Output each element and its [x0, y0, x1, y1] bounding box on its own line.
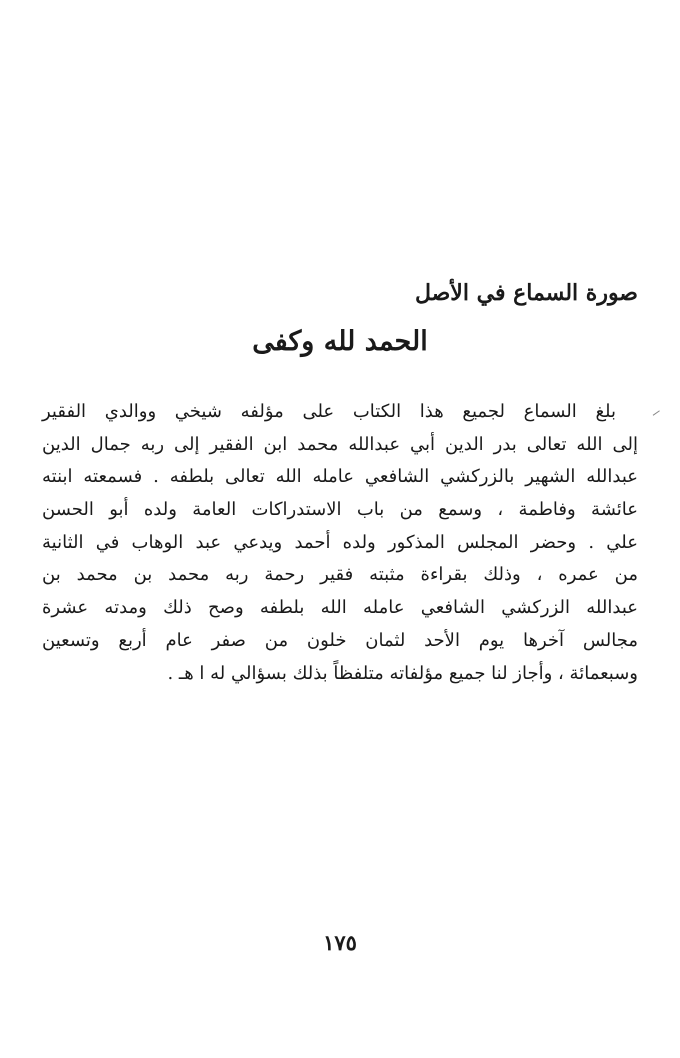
audition-certificate-text [42, 396, 638, 690]
margin-mark [653, 410, 664, 420]
text-line: من عمره ، وذلك بقراءة مثبته فقير رحمة ربه محمد بن محمد بن [42, 564, 638, 586]
page-number: ١٧٥ [323, 930, 357, 955]
text-line: علي . وحضر المجلس المذكور ولده أحمد ويدعي عبد الوهاب في الثانية [42, 531, 638, 553]
opening-praise-heading: الحمد لله وكفى [252, 326, 428, 357]
text-line: إلى الله تعالى بدر الدين أبي عبدالله محمد ابن الفقير إلى ربه جمال الدين [42, 433, 638, 455]
text-line: مجالس آخرها يوم الأحد لثمان خلون من صفر عام أربع وتسعين [42, 629, 638, 651]
text-line: وسبعمائة ، وأجاز لنا جميع مؤلفاته متلفظاً بذلك بسؤالي له ا هـ . [167, 662, 638, 684]
text-line: عائشة وفاطمة ، وسمع من باب الاستدراكات العامة ولده أبو الحسن [42, 499, 638, 521]
section-title: صورة السماع في الأصل [414, 280, 638, 306]
text-line: بلغ السماع لجميع هذا الكتاب على مؤلفه شيخي ووالدي الفقير [42, 401, 616, 422]
text-line: عبدالله الزركشي الشافعي عامله الله بلطفه وصح ذلك ومدته عشرة [42, 597, 638, 619]
text-line: عبدالله الشهير بالزركشي الشافعي عامله الله تعالى بلطفه . فسمعته ابنته [42, 466, 638, 488]
